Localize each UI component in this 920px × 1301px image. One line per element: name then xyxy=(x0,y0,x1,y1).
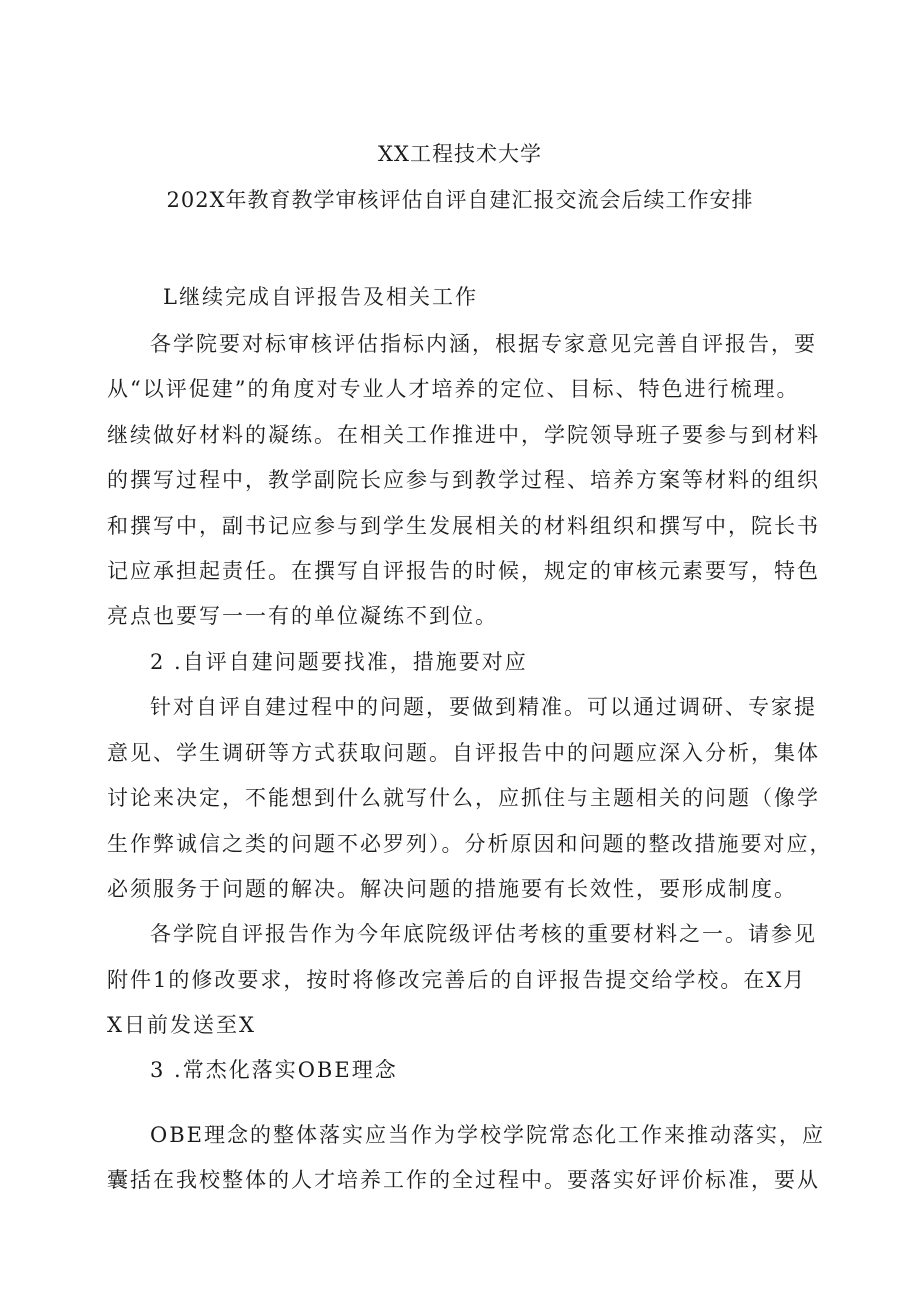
section-heading-2: 2 .自评自建问题要找准，措施要对应 xyxy=(150,650,528,674)
paragraph-line: 附件1的修改要求，按时将修改完善后的自评报告提交给学校。在X月 xyxy=(107,968,807,992)
section-heading-1: L继续完成自评报告及相关工作 xyxy=(163,285,478,309)
section-heading-3: 3 .常杰化落实OBE理念 xyxy=(150,1058,398,1082)
university-title: XX工程技术大学 xyxy=(378,142,542,166)
paragraph-line: OBE理念的整体落实应当作为学校学院常态化工作来推动落实，应 xyxy=(150,1123,825,1147)
paragraph-line: 必须服务于问题的解决。解决问题的措施要有长效性，要形成制度。 xyxy=(107,877,797,901)
paragraph-line: 记应承担起责任。在撰写自评报告的时候，规定的审核元素要写，特色 xyxy=(107,559,820,583)
paragraph-line: 亮点也要写一一有的单位凝练不到位。 xyxy=(107,604,498,628)
paragraph-line: 各学院要对标审核评估指标内涵，根据专家意见完善自评报告，要 xyxy=(150,332,817,356)
document-title: 202X年教育教学审核评估自评自建汇报交流会后续工作安排 xyxy=(166,188,754,212)
paragraph-line: X日前发送至X xyxy=(107,1013,256,1037)
paragraph-line: 的撰写过程中，教学副院长应参与到教学过程、培养方案等材料的组织 xyxy=(107,468,820,492)
paragraph-line: 和撰写中，副书记应参与到学生发展相关的材料组织和撰写中，院长书 xyxy=(107,514,820,538)
paragraph-line: 意见、学生调研等方式获取问题。自评报告中的问题应深入分析，集体 xyxy=(107,741,820,765)
paragraph-line: 生作弊诚信之类的问题不必罗列）。分析原因和问题的整改措施要对应， xyxy=(107,832,833,856)
paragraph-line: 从“以评促建”的角度对专业人才培养的定位、目标、特色进行梳理。 xyxy=(107,377,800,401)
paragraph-line: 继续做好材料的凝练。在相关工作推进中，学院领导班子要参与到材料 xyxy=(107,423,820,447)
paragraph-line: 针对自评自建过程中的问题，要做到精准。可以通过调研、专家提 xyxy=(150,695,817,719)
paragraph-line: 讨论来决定，不能想到什么就写什么，应抓住与主题相关的问题（像学 xyxy=(107,786,820,810)
paragraph-line: 囊括在我校整体的人才培养工作的全过程中。要落实好评价标准，要从 xyxy=(107,1168,820,1192)
paragraph-line: 各学院自评报告作为今年底院级评估考核的重要材料之一。请参见 xyxy=(150,922,817,946)
